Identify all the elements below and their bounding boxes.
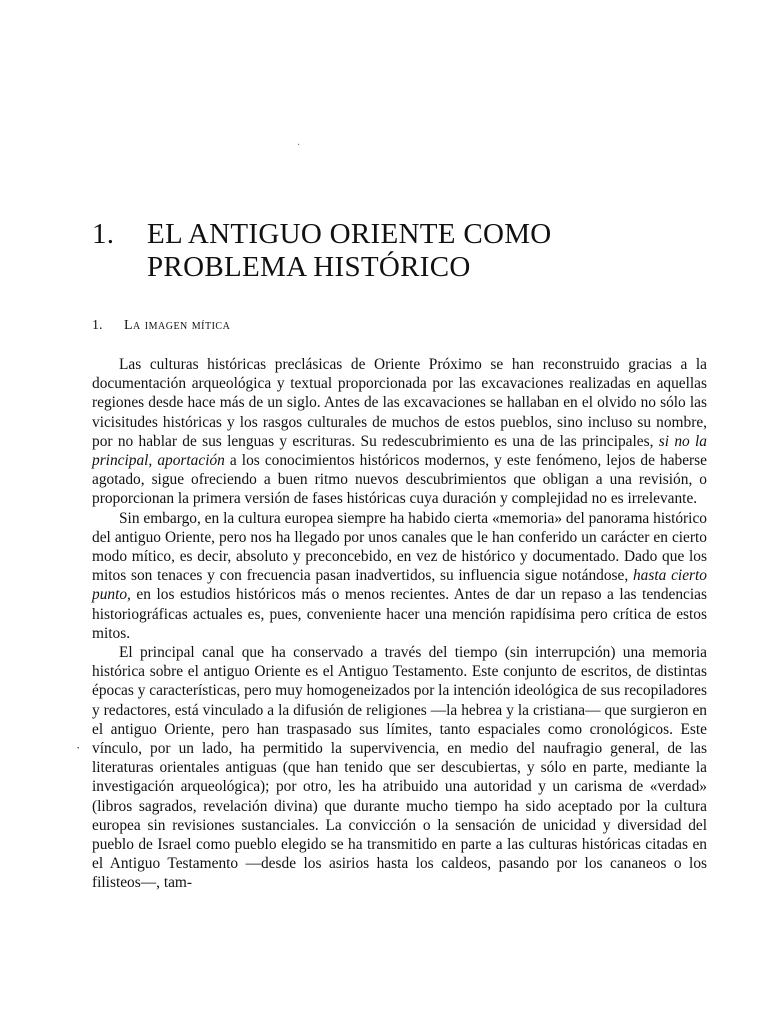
section-number: 1.	[92, 318, 103, 333]
paragraph-3: El principal canal que ha conservado a través del tiempo (sin interrupción) una memoria histórica sobre el antiguo Oriente es el Antiguo Testamento. Este conjunto de escritos, de distintas épocas y características, pero muy homogeneizados por la intención ideológica de sus recopiladores y redactores, está vinculado a la difusión de religiones —la hebrea y la cristiana— que surgieron en el antiguo Oriente, pero han traspasado sus límites, tanto espaciales como cronológicos. Este vínculo, por un lado, ha permitido la supervivencia, en medio del naufragio general, de las literaturas orientales antiguas (que han tenido que ser descubiertas, y sólo en parte, mediante la investigación arqueológica); por otro, les ha atribuido una autoridad y un carisma de «verdad» (libros sagrados, revelación divina) que durante mucho tiempo ha sido aceptado por la cultura europea sin revisiones sustanciales. La convicción o la sensación de unicidad y diversidad del pueblo de Israel como pueblo elegido se ha transmitido en parte a las culturas históricas citadas en el Antiguo Testamento —desde los asirios hasta los caldeos, pasando por los cananeos o los filisteos—, tam-	[92, 644, 707, 892]
chapter-title-line-1: EL ANTIGUO ORIENTE COMO	[147, 218, 552, 250]
paragraph-2	[92, 509, 707, 643]
chapter-number: 1.	[92, 218, 115, 250]
scan-speck: ·	[297, 140, 301, 151]
paragraph-1-text-b: a los conocimientos históricos modernos, y este fenómeno, lejos de haberse agotado, sigue ofreciendo a buen ritmo nuevos descubrimientos que obligan a una revisión, o proporcionan la primera versión de fases históricas cuya duración y complejidad no es irrelevante.	[92, 452, 707, 508]
chapter-title-line-2: PROBLEMA HISTÓRICO	[147, 251, 471, 283]
paragraph-1-emphasis: si no la principal, aportación	[92, 432, 707, 470]
paragraph-1-text-a: Las culturas históricas preclásicas de Oriente Próximo se han reconstruido gracias a la documentación arqueológica y textual proporcionada por las excavaciones realizadas en aquellas regiones desde hace más de un siglo. Antes de las excavaciones se hallaban en el olvido no sólo las vicisitudes históricas y los rasgos culturales de muchos de estos pueblos, sino incluso su nombre, por no hablar de sus lenguas y escrituras. Su redescubrimiento es una de las principales,	[92, 356, 707, 450]
paragraph-2-text-a: Sin embargo, en la cultura europea siempre ha habido cierta «memoria» del panorama histórico del antiguo Oriente, pero nos ha llegado por unos canales que le han conferido un carácter en cierto modo mítico, es decir, absoluto y preconcebido, en vez de histórico y documentado. Dado que los mitos son tenaces y con frecuencia pasan inadvertidos, su influencia sigue notándose,	[92, 509, 707, 585]
paragraph-2-text-b: en los estudios históricos más o menos recientes. Antes de dar un repaso a las tendencias historiográficas actuales es, pues, conveniente hacer una mención rapidísima pero crítica de estos mitos.	[92, 586, 707, 642]
margin-speck: ·	[76, 740, 81, 755]
chapter-title	[92, 218, 692, 284]
section-title: La imagen mítica	[124, 318, 231, 333]
section-heading	[92, 318, 230, 334]
paragraph-2-emphasis: hasta cierto punto,	[92, 567, 707, 604]
paragraph-1	[92, 355, 707, 509]
body-text	[92, 355, 707, 893]
